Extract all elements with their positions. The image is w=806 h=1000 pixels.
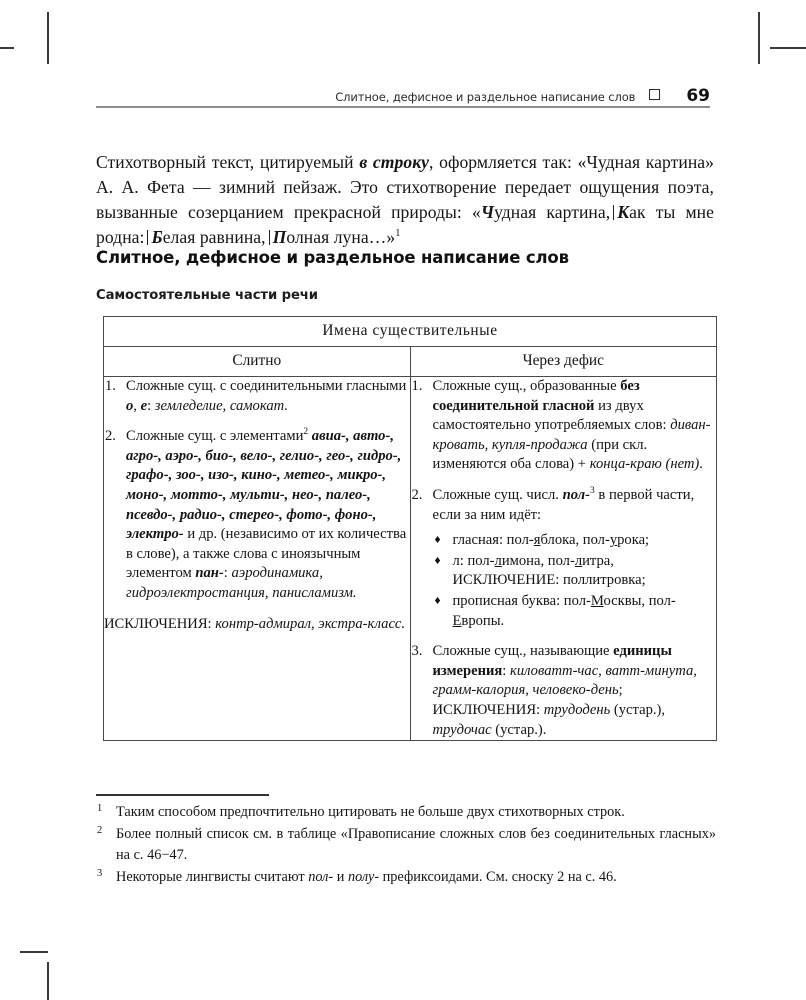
text-run: блока, пол- bbox=[540, 532, 610, 549]
verse-break-bar bbox=[613, 205, 614, 220]
square-outline-icon bbox=[649, 89, 660, 100]
rule-item bbox=[411, 642, 717, 740]
text-run: в первой части, если за ним идёт: bbox=[432, 486, 695, 523]
text-run: : bbox=[147, 397, 155, 414]
exceptions-label: ИСКЛЮЧЕНИЯ: bbox=[104, 615, 216, 632]
footnote bbox=[96, 867, 716, 887]
verse-line: елая равнина, bbox=[162, 227, 266, 248]
text-run: и др. (независимо от их количества в слове), а также слова с иноязычным элементом bbox=[126, 526, 407, 582]
text-run: имона, пол- bbox=[501, 552, 575, 569]
text-run: без соединительной гласной bbox=[432, 378, 640, 414]
text-run: у bbox=[609, 532, 618, 549]
table-cell-left bbox=[104, 377, 411, 741]
text-run: : bbox=[223, 565, 232, 582]
crop-mark-right-top bbox=[770, 47, 806, 49]
rule-item bbox=[104, 377, 410, 416]
rule-item bbox=[411, 486, 717, 631]
text-run: (при скл. изменяются оба слова) + bbox=[432, 436, 648, 473]
text-run: Сложные сущ. с элементами bbox=[126, 428, 304, 445]
text-run: Сложные сущ., называющие bbox=[432, 643, 614, 660]
text-run: трудочас bbox=[432, 721, 492, 738]
verse-initial: Б bbox=[151, 227, 163, 248]
verse-initial: Ч bbox=[480, 202, 495, 222]
text-run: трудодень bbox=[543, 701, 611, 718]
running-head-rule bbox=[96, 106, 710, 108]
text-run: Некоторые лингвисты считают bbox=[116, 869, 309, 886]
text-run: Сложные сущ. числ. bbox=[432, 486, 563, 503]
verse-initial: К bbox=[617, 202, 630, 222]
text-run: ; ИСКЛЮЧЕНИЯ: bbox=[432, 682, 623, 718]
text-run: гласная: пол- bbox=[452, 532, 534, 549]
table-column-header-right: Через дефис bbox=[410, 347, 717, 377]
verse-line: удная картина, bbox=[494, 202, 611, 222]
text-run: я bbox=[533, 532, 541, 549]
crop-mark-top-right bbox=[758, 12, 760, 64]
verse-line: олная луна…» bbox=[286, 227, 396, 248]
text-run: и bbox=[333, 869, 348, 886]
text-run: : bbox=[502, 662, 510, 679]
verse-line: ак ты мне родна: bbox=[96, 202, 715, 248]
footnote-list bbox=[96, 802, 716, 890]
text-run: л bbox=[494, 552, 502, 569]
text-run: аэродинамика, гидроэлектростанция, панисламизм. bbox=[126, 565, 357, 601]
crop-mark-left-top bbox=[0, 47, 14, 49]
footnote-marker: 3 bbox=[97, 868, 103, 880]
rule-item bbox=[104, 427, 410, 603]
text-run: префиксоидами. См. сноску 2 на с. 46. bbox=[379, 869, 617, 886]
verse-break-bar bbox=[269, 230, 270, 245]
rules-table bbox=[103, 316, 717, 741]
crop-mark-left-bottom bbox=[20, 951, 48, 953]
text-run: Сложные сущ., образованные bbox=[432, 378, 621, 394]
right-rule-list bbox=[411, 377, 717, 740]
text-run: (устар.). bbox=[491, 721, 547, 738]
emphasis-v-stroku: в строку bbox=[359, 151, 430, 172]
sub-bullet-list bbox=[433, 531, 717, 631]
table-header-row bbox=[104, 347, 717, 377]
verse-break-bar bbox=[147, 230, 148, 245]
footnote-reference: 2 bbox=[303, 427, 309, 438]
text-run: пол- bbox=[308, 869, 334, 886]
table-cell-right bbox=[410, 377, 717, 741]
verse-initial: П bbox=[272, 227, 287, 248]
text-run: пан- bbox=[195, 565, 224, 582]
table-title: Имена существительные bbox=[104, 317, 717, 347]
text-run: Более полный список см. в таблице «Правописание сложных слов без соединительных гласных» на с. 46−47. bbox=[116, 826, 716, 863]
sub-bullet-item bbox=[433, 592, 717, 631]
text-run: единицы измерения bbox=[432, 643, 672, 679]
footnote-reference: 1 bbox=[395, 228, 401, 240]
text-run: земледелие, самокат. bbox=[154, 397, 288, 414]
crop-mark-top-left bbox=[47, 12, 49, 64]
table-title-row bbox=[104, 317, 717, 347]
text-run: прописная буква: пол- bbox=[452, 592, 591, 609]
text-run: Таким способом предпочтительно цитировать не больше двух стихотворных строк. bbox=[116, 804, 625, 820]
text-run: итра, ИСКЛЮЧЕНИЕ: поллитровка; bbox=[452, 552, 646, 589]
text-run: киловатт-час, ватт-минута, грамм-калория, человеко-день bbox=[432, 662, 697, 699]
running-head bbox=[96, 88, 710, 105]
text-run: М bbox=[590, 592, 604, 609]
text-run: Е bbox=[452, 612, 462, 629]
text-run: л bbox=[574, 552, 583, 569]
section-heading: Слитное, дефисное и раздельное написание слов bbox=[96, 248, 569, 267]
footnote-marker: 1 bbox=[97, 803, 103, 814]
text-run: осквы, пол- bbox=[603, 592, 676, 609]
text-run: полу- bbox=[347, 869, 380, 886]
text-run: Сложные сущ. с соединительными гласными bbox=[126, 378, 407, 394]
text-run: л: пол- bbox=[452, 552, 495, 569]
text-run: . bbox=[699, 456, 703, 473]
text-run: из двух самостоятельно употребляемых слов: bbox=[432, 397, 671, 434]
footnote-reference: 3 bbox=[590, 486, 595, 497]
paragraph-text: Стихотворный текст, цитируемый bbox=[96, 151, 360, 172]
table-body-row bbox=[104, 377, 717, 741]
text-run: (устар.), bbox=[610, 701, 666, 718]
text-run: е bbox=[140, 397, 148, 414]
text-run: , bbox=[133, 397, 141, 414]
text-run: о bbox=[126, 397, 134, 414]
footnote bbox=[96, 824, 716, 865]
page-number: 69 bbox=[686, 86, 710, 106]
sub-bullet-item bbox=[433, 552, 717, 591]
paragraph-text: , оформляется так: «Чудная картина» А. А. Фета — зимний пейзаж. Это стихотворение передает ощущения поэта, вызванные созерцанием прекрасной природы: « bbox=[96, 151, 714, 222]
crop-mark-bottom-left bbox=[47, 962, 49, 1000]
left-exceptions bbox=[104, 615, 410, 635]
rule-item bbox=[411, 377, 717, 475]
left-rule-list bbox=[104, 377, 410, 604]
subsection-heading: Самостоятельные части речи bbox=[96, 288, 318, 303]
body-paragraph bbox=[96, 150, 714, 251]
sub-bullet-item bbox=[433, 531, 717, 551]
text-run: пол- bbox=[562, 486, 591, 503]
footnote-separator bbox=[96, 794, 269, 796]
text-run: рока; bbox=[617, 532, 650, 549]
exceptions-text: контр-адмирал, экстра-класс. bbox=[215, 615, 406, 632]
text-run: конца-краю (нет) bbox=[589, 456, 700, 473]
table-column-header-left: Слитно bbox=[104, 347, 411, 377]
running-head-title: Слитное, дефисное и раздельное написание слов bbox=[335, 90, 636, 104]
text-run: авиа-, авто-, агро-, аэро-, био-, вело-, гелио-, гео-, гидро-, графо-, зоо-, изо-, кино-, метео-, микро-, моно-, мотто-, мульти-, нео-, палео-, псевдо-, радио-, стерео-, фото-, фоно-, электро- bbox=[126, 428, 402, 543]
footnote bbox=[96, 802, 716, 822]
text-run: диван-кровать, купля-продажа bbox=[432, 417, 711, 453]
footnote-marker: 2 bbox=[97, 825, 103, 837]
text-run: вропы. bbox=[461, 612, 505, 629]
